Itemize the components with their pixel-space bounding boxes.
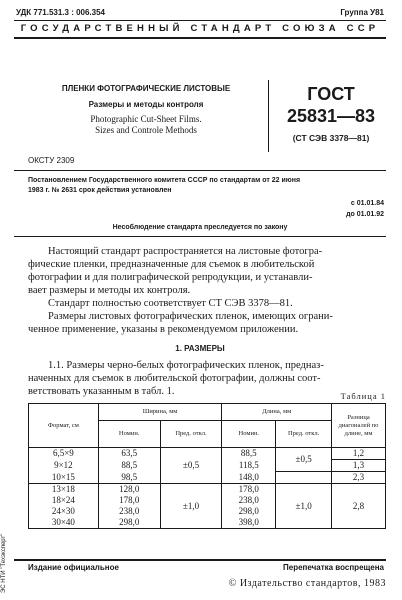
copyright-notice: © Издательство стандартов, 1983 — [228, 578, 386, 589]
table-row — [29, 484, 386, 496]
header-diagonal-diff: Разница диагоналей по длине, мм — [332, 404, 386, 448]
okstu-rule — [14, 170, 386, 171]
header-width-tolerance: Пред. откл. — [160, 421, 222, 448]
para3-line1: Размеры листовых фотографических пленок, имеющих ограни- — [48, 311, 333, 322]
width-cell: 63,5 — [98, 448, 160, 460]
format-cell: 18×24 — [29, 495, 99, 506]
en-title-line1: Photographic Cut-Sheet Films. — [90, 114, 202, 124]
group-code: Группа У81 — [340, 8, 384, 17]
side-stamp-text: ЭС НТИ "Техэксперт" — [1, 533, 7, 593]
side-stamp — [0, 380, 12, 600]
length-cell: 178,0 — [222, 484, 276, 496]
gost-number: 25831—83 — [286, 106, 376, 126]
decree-line1: Постановлением Государственного комитета СССР по стандартам от 22 июня — [28, 177, 301, 184]
length-cell: 398,0 — [222, 517, 276, 529]
format-cell: 30×40 — [29, 517, 99, 529]
decree-to-date: до 01.01.92 — [346, 211, 384, 218]
st-sev-number: (СТ СЭВ 3378—81) — [292, 133, 370, 143]
length-tolerance-cell: ±1,0 — [276, 484, 332, 529]
header-rule-top — [14, 20, 386, 21]
format-cell: 9×12 — [29, 460, 99, 472]
header-width-nominal: Номин. — [98, 421, 160, 448]
length-cell: 238,0 — [222, 495, 276, 506]
decree-rule — [14, 236, 386, 237]
diff-cell: 2,8 — [332, 484, 386, 529]
ru-subtitle: Размеры и методы контроля — [88, 100, 204, 109]
para1-line2: фические пленки, предназначенные для съемок в любительской — [28, 259, 315, 270]
ru-title: ПЛЕНКИ ФОТОГРАФИЧЕСКИЕ ЛИСТОВЫЕ — [61, 84, 231, 93]
standard-banner: ГОСУДАРСТВЕННЫЙ СТАНДАРТ СОЮЗА ССР — [20, 23, 380, 34]
format-cell: 6,5×9 — [29, 448, 99, 460]
en-title-line2: Sizes and Controle Methods — [95, 125, 197, 135]
para4-line2: наченных для съемок в любительской фотографии, должны соот- — [28, 373, 321, 384]
length-cell: 148,0 — [222, 472, 276, 484]
width-cell: 298,0 — [98, 517, 160, 529]
header-format: Формат, см — [29, 404, 99, 448]
table-caption: Таблица 1 — [340, 391, 386, 401]
width-cell: 128,0 — [98, 484, 160, 496]
width-cell: 88,5 — [98, 460, 160, 472]
width-cell: 238,0 — [98, 506, 160, 517]
diff-cell: 1,2 — [332, 448, 386, 460]
length-cell: 298,0 — [222, 506, 276, 517]
diff-cell: 1,3 — [332, 460, 386, 472]
length-cell: 88,5 — [222, 448, 276, 460]
para3-line2: ченное применение, указаны в рекомендуемом приложении. — [28, 324, 299, 335]
format-cell: 24×30 — [29, 506, 99, 517]
section-heading: 1. РАЗМЕРЫ — [175, 344, 225, 353]
udk-code: УДК 771.531.3 : 006.354 — [16, 8, 105, 17]
title-divider — [268, 80, 269, 152]
table-row — [29, 448, 386, 460]
official-edition: Издание официальное — [28, 563, 119, 572]
width-cell: 178,0 — [98, 495, 160, 506]
decree-from-date: с 01.01.84 — [350, 200, 384, 207]
dimensions-table — [28, 403, 386, 529]
para4-line3: ветствовать указанным в табл. 1. — [28, 386, 175, 397]
format-cell: 13×18 — [29, 484, 99, 496]
para1-line1: Настоящий стандарт распространяется на листовые фотогра- — [48, 246, 323, 257]
para1-line3: фотографии и для полиграфической репродукции, и устанавли- — [28, 272, 313, 283]
header-rule-bottom — [14, 37, 386, 39]
gost-label: ГОСТ — [307, 84, 355, 104]
width-cell: 98,5 — [98, 472, 160, 484]
reprint-prohibited: Перепечатка воспрещена — [283, 563, 384, 572]
para4-line1: 1.1. Размеры черно-белых фотографических пленок, предназ- — [48, 360, 324, 371]
empty-cell — [276, 472, 332, 484]
header-width: Ширина, мм — [98, 404, 222, 421]
length-tolerance-cell: ±0,5 — [276, 448, 332, 472]
decree-line2: 1983 г. № 2631 срок действия установлен — [28, 187, 172, 194]
footer-rule — [14, 559, 386, 561]
okstu-code: ОКСТУ 2309 — [28, 156, 75, 165]
header-length-tolerance: Пред. откл. — [276, 421, 332, 448]
width-tolerance-cell: ±1,0 — [160, 484, 222, 529]
header-length-nominal: Номин. — [222, 421, 276, 448]
header-length: Длина, мм — [222, 404, 332, 421]
para2: Стандарт полностью соответствует СТ СЭВ 3378—81. — [48, 298, 293, 309]
width-tolerance-cell: ±0,5 — [160, 448, 222, 484]
diff-cell: 2,3 — [332, 472, 386, 484]
violation-notice: Несоблюдение стандарта преследуется по закону — [112, 224, 288, 231]
para1-line4: вает размеры и методы их контроля. — [28, 285, 191, 296]
length-cell: 118,5 — [222, 460, 276, 472]
format-cell: 10×15 — [29, 472, 99, 484]
